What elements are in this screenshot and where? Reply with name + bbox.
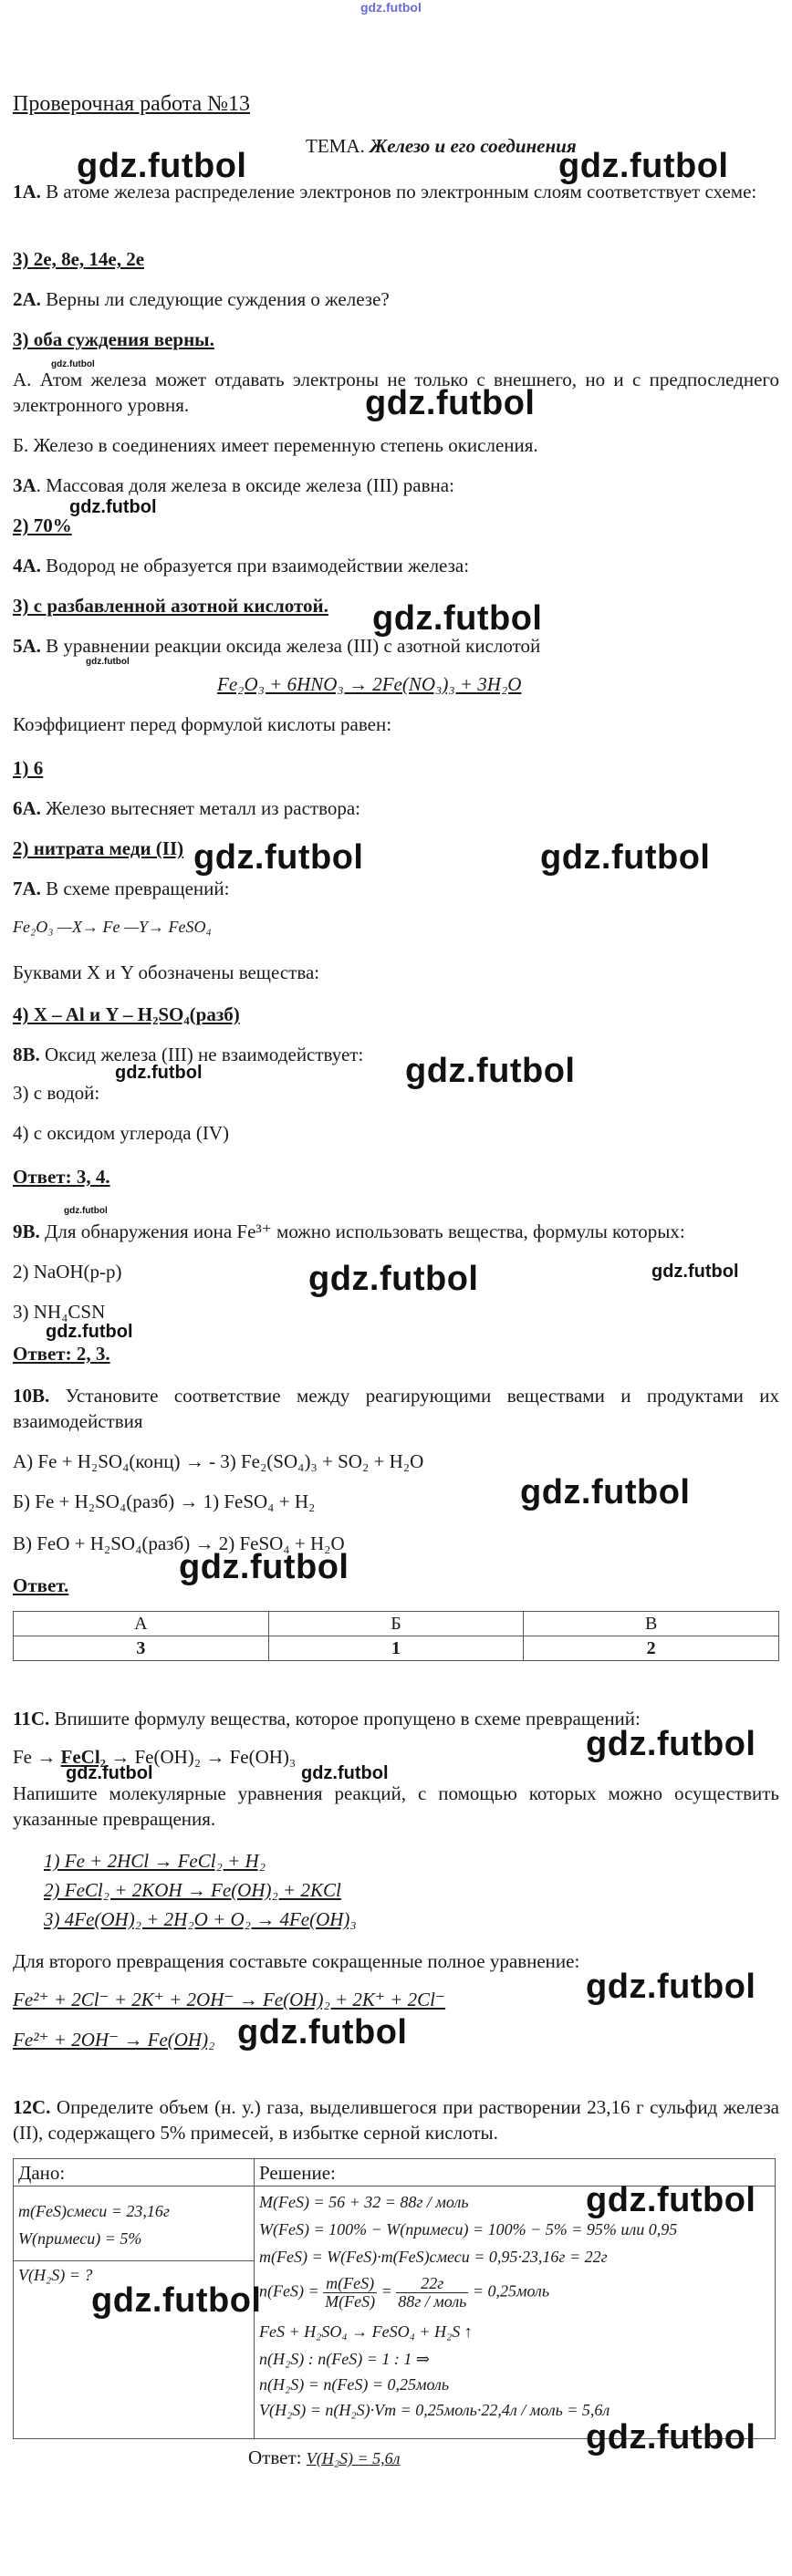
fraction-denominator: M(FeS) [325,2291,376,2311]
question-8-text: Оксид железа (III) не взаимодействует: [39,1044,364,1065]
solution-step-1: M(FeS) = 56 + 32 = 88г / моль [259,2193,469,2211]
answer-label: Ответ: [248,2446,307,2468]
watermark: gdz.futbol [586,2418,756,2457]
question-11-number: 11С. [13,1708,50,1729]
question-6-answer: 2) нитрата меди (II) [13,837,184,859]
question-4 [13,555,469,577]
question-5-number: 5А. [13,635,41,657]
watermark: gdz.futbol [69,497,157,517]
question-12-number: 12С. [13,2096,51,2118]
scheme-end: → Fe(OH)₂ → Fe(OH)₃ [105,1746,297,1768]
question-12-text: Определите объем (н. у.) газа, выделившегося при растворении 23,16 г сульфид железа (II), содержащего 5% примесей, в избытке серной кислоты. [13,2096,779,2144]
watermark: gdz.futbol [237,2013,408,2051]
answer-value: V(H₂S) = 5,6л [306,2449,401,2467]
question-10-answer-label: Ответ. [13,1574,69,1596]
watermark: gdz.futbol [46,1322,133,1342]
topic-line [306,135,577,158]
question-8-number: 8В. [13,1044,40,1065]
given-header: Дано: [18,2162,66,2184]
question-6 [13,797,360,820]
answer-table-header-row [14,1612,779,1636]
topic-prefix: ТЕМА. [306,135,370,157]
question-2-answer: 3) оба суждения верны. [13,328,214,350]
question-12-answer [248,2446,400,2469]
question-1-number: 1А. [13,181,41,203]
answer-table-value: 2 [524,1636,779,1661]
question-10-answer-table [13,1611,779,1661]
watermark: gdz.futbol [520,1473,691,1511]
step-4-equals: = [377,2281,397,2301]
scheme-start: Fe → [13,1746,61,1768]
fraction-numerator: m(FeS) [323,2275,377,2293]
question-10-text: Установите соответствие между реагирующими веществами и продуктами их взаимодействия [13,1385,779,1432]
solution-step-4 [259,2275,549,2311]
watermark: gdz.futbol [586,2181,756,2219]
watermark: gdz.futbol [365,384,536,422]
answer-table-value-row [14,1636,779,1661]
scheme-missing-substance: FeCl₂ [60,1746,106,1768]
watermark: gdz.futbol [64,1206,108,1216]
question-3-answer: 2) 70% [13,514,72,536]
question-11-equation-3: 3) 4Fe(OH)₂ + 2H₂O + O₂ → 4Fe(OH)₃ [44,1908,357,1930]
watermark: gdz.futbol [540,838,711,877]
watermark: gdz.futbol [405,1052,576,1090]
question-3-number: 3А [13,474,36,496]
question-10 [13,1383,779,1434]
watermark: gdz.futbol [77,147,247,185]
watermark: gdz.futbol [586,1725,756,1763]
answer-table-header: В [524,1612,779,1636]
question-4-text: Водород не образуется при взаимодействии железа: [40,555,470,576]
question-9-option-2: 3) NH₄CSN [13,1301,106,1323]
question-7-text: В схеме превращений: [40,878,230,899]
question-9-text: Для обнаружения иона Fe³⁺ можно использовать вещества, формулы которых: [39,1220,685,1242]
question-11-ionic-full: Fe²⁺ + 2Cl⁻ + 2K⁺ + 2OH⁻ → Fe(OH)₂ + 2K⁺ + 2Cl⁻ [13,1989,446,2010]
question-7 [13,878,229,900]
question-9-number: 9В. [13,1220,40,1242]
question-11 [13,1708,641,1730]
question-9 [13,1220,685,1243]
find-volume: V(H₂S) = ? [18,2266,93,2284]
fraction-mass-over-molar [323,2275,377,2311]
question-8-answer: Ответ: 3, 4. [13,1166,110,1188]
solution-step-7: n(H₂S) = n(FeS) = 0,25моль [259,2375,450,2394]
question-2-text: Верны ли следующие суждения о железе? [40,288,390,310]
question-1-answer: 3) 2е, 8е, 14е, 2е [13,248,145,270]
step-4-result: = 0,25моль [468,2281,550,2301]
step-4-lhs: n(FeS) = [259,2281,319,2301]
watermark-top: gdz.futbol [360,0,422,15]
question-2-number: 2А. [13,288,41,310]
watermark: gdz.futbol [558,147,729,185]
question-4-answer: 3) с разбавленной азотной кислотой. [13,595,328,617]
question-9-answer: Ответ: 2, 3. [13,1343,110,1365]
watermark: gdz.futbol [651,1262,739,1282]
question-11-equation-1: 1) Fe + 2HCl → FeCl₂ + H₂ [44,1850,266,1872]
answer-table-header: А [14,1612,269,1636]
answer-table-value: 3 [14,1636,269,1661]
question-12 [13,2094,779,2145]
answer-table-value: 1 [268,1636,524,1661]
question-4-number: 4А. [13,555,41,576]
solution-divider-given [13,2260,255,2261]
solution-reaction: FeS + H₂SO₄ → FeSO₄ + H₂S ↑ [259,2322,473,2341]
fraction-numerator: 22г [396,2275,468,2293]
question-10-number: 10В. [13,1385,50,1407]
watermark: gdz.futbol [179,1548,349,1586]
watermark: gdz.futbol [301,1763,389,1783]
solution-step-8: V(H₂S) = n(H₂S)·Vm = 0,25моль·22,4л / моль = 5,6л [259,2401,610,2419]
question-10-item-b: Б) Fe + H₂SO₄(разб) → 1) FeSO₄ + H₂ [13,1491,316,1512]
watermark: gdz.futbol [586,1968,756,2006]
watermark: gdz.futbol [66,1763,153,1783]
question-11-equation-2: 2) FeCl₂ + 2KOH → Fe(OH)₂ + 2KCl [44,1879,341,1901]
question-11-text: Впишите формулу вещества, которое пропущено в схеме превращений: [49,1708,641,1729]
question-3 [13,474,454,497]
fraction-denominator: 88г / моль [398,2291,467,2311]
solution-step-2: W(FeS) = 100% − W(примеси) = 100% − 5% = 95% или 0,95 [259,2220,678,2238]
watermark: gdz.futbol [193,838,364,877]
question-5-equation: Fe₂O₃ + 6HNO₃ → 2Fe(NO₃)₃ + 3H₂O [217,673,522,695]
question-7-number: 7А. [13,878,41,899]
given-mass: m(FeS)смеси = 23,16г [18,2202,170,2220]
solution-header: Решение: [259,2162,336,2184]
page-title: Проверочная работа №13 [13,92,251,116]
question-7-answer: 4) X – Al и Y – H₂SO₄(разб) [13,1003,240,1025]
given-impurity: W(примеси) = 5% [18,2229,142,2248]
watermark: gdz.futbol [91,2281,262,2320]
solution-step-3: m(FeS) = W(FeS)·m(FeS)смеси = 0,95·23,16г = 22г [259,2248,608,2266]
question-3-text: . Массовая доля железа в оксиде железа (III) равна: [36,474,454,496]
watermark: gdz.futbol [372,599,543,638]
answer-table-header: Б [268,1612,524,1636]
question-11-ionic-short: Fe²⁺ + 2OH⁻ → Fe(OH)₂ [13,2029,215,2051]
watermark: gdz.futbol [308,1260,479,1298]
question-6-number: 6А. [13,797,41,819]
question-7-text2: Буквами X и Y обозначены вещества: [13,961,320,983]
watermark: gdz.futbol [51,359,95,369]
question-5-text: В уравнении реакции оксида железа (III) с азотной кислотой [40,635,541,657]
fraction-values [396,2275,468,2311]
question-11-text3: Для второго превращения составьте сокращенные полное уравнение: [13,1950,580,1972]
question-11-text2: Напишите молекулярные уравнения реакций, с помощью которых можно осуществить указанные превращения. [13,1782,779,1830]
question-8-option-2: 4) с оксидом углерода (IV) [13,1122,230,1144]
question-11-scheme [13,1746,296,1769]
question-6-text: Железо вытесняет металл из раствора: [40,797,361,819]
question-9-option-1: 2) NaOH(р-р) [13,1261,122,1283]
question-10-item-a: А) Fe + H₂SO₄(конц) → - 3) Fe₂(SO₄)₃ + SO₂ + H₂O [13,1450,424,1472]
question-2-statement-a: А. Атом железа может отдавать электроны не только с внешнего, но и с предпоследнего электронного уровня. [13,369,779,416]
question-10-item-c: В) FeO + H₂SO₄(разб) → 2) FeSO₄ + H₂O [13,1532,345,1554]
question-5-coefficient-text: Коэффициент перед формулой кислоты равен: [13,713,392,735]
question-2 [13,288,390,311]
watermark: gdz.futbol [115,1063,203,1083]
watermark: gdz.futbol [86,657,130,667]
question-1-text: В атоме железа распределение электронов по электронным слоям соответствует схеме: [40,181,757,203]
question-7-scheme: Fe₂O₃ —X→ Fe —Y→ FeSO₄ [13,918,212,936]
question-8-option-1: 3) с водой: [13,1082,100,1104]
topic-name: Железо и его соединения [370,135,577,157]
solution-step-6: n(H₂S) : n(FeS) = 1 : 1 ⇒ [259,2350,430,2368]
question-5-answer: 1) 6 [13,757,44,779]
question-2-statement-b: Б. Железо в соединениях имеет переменную степень окисления. [13,434,538,456]
